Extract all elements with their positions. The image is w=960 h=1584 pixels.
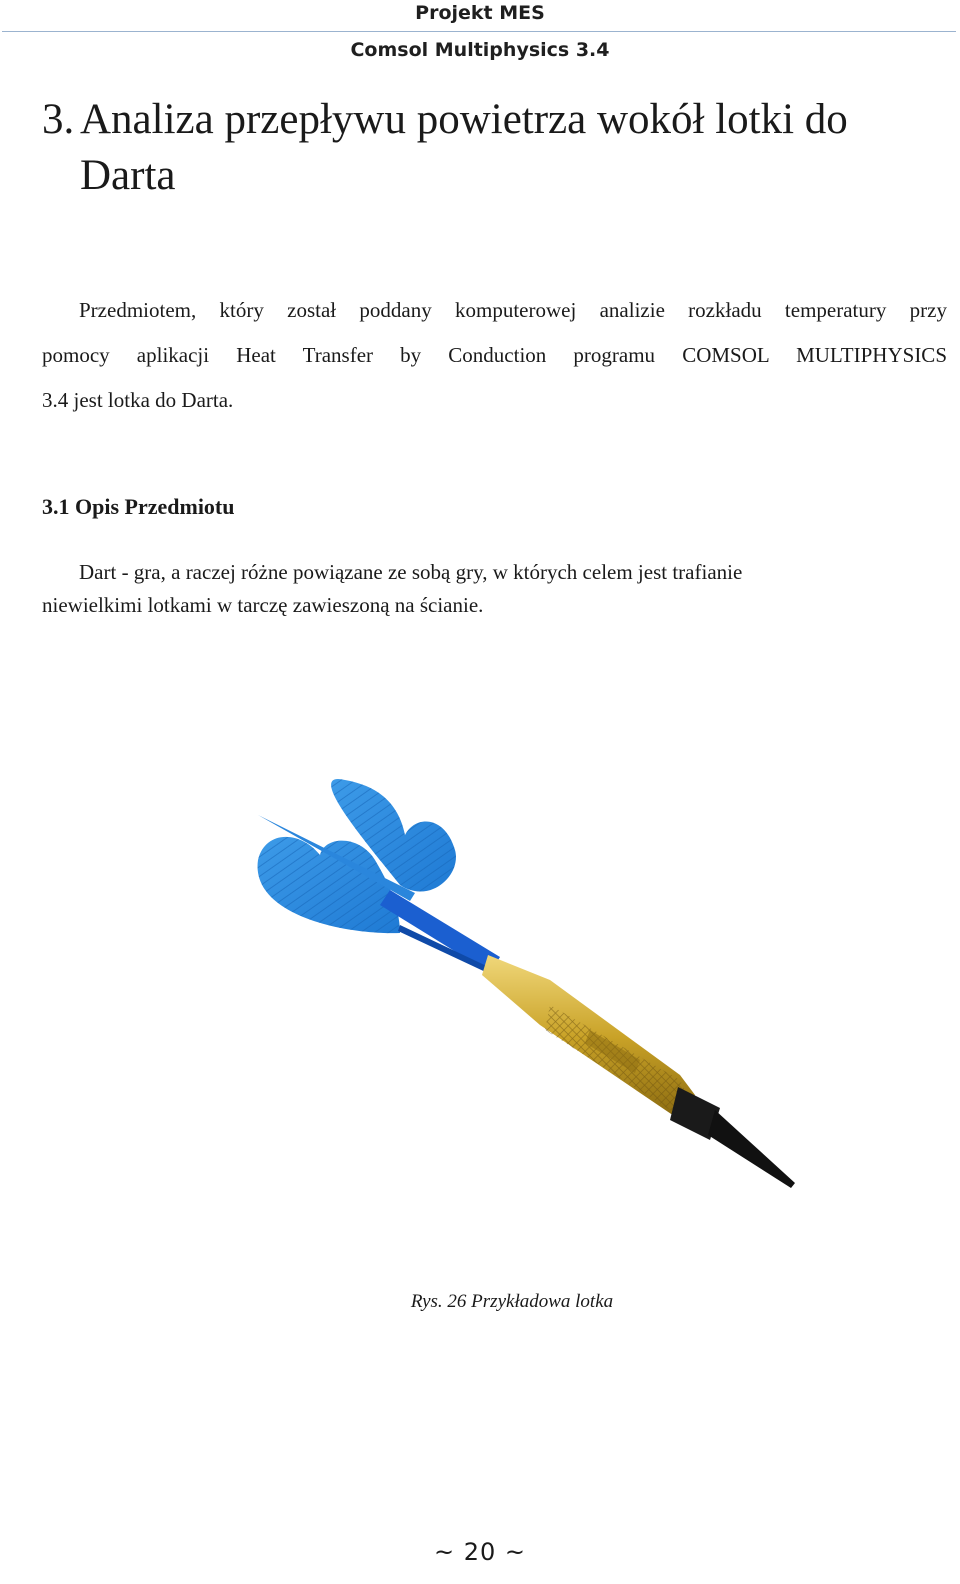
dart-barrel	[482, 955, 695, 1120]
header-subtitle: Comsol Multiphysics 3.4	[350, 39, 610, 61]
intro-paragraph	[42, 288, 947, 423]
section-heading	[42, 92, 922, 204]
description-line-1: Dart - gra, a raczej różne powiązane ze sobą gry, w których celem jest trafianie	[79, 560, 743, 584]
header-divider	[2, 31, 956, 32]
section-title-line1: Analiza przepływu powietrza wokół lotki do	[80, 96, 848, 143]
section-number: 3.	[42, 96, 75, 143]
page-number: ~ 20 ~	[433, 1538, 526, 1566]
description-paragraph	[42, 556, 912, 622]
intro-line-2: pomocy aplikacji Heat Transfer by Conduction programu COMSOL MULTIPHYSICS	[42, 343, 947, 367]
section-title-line2: Darta	[80, 152, 176, 199]
header-title: Projekt MES	[415, 2, 545, 24]
description-line-2: niewielkimi lotkami w tarczę zawieszoną na ścianie.	[42, 593, 484, 617]
dart-image	[250, 775, 810, 1195]
figure-caption: Rys. 26 Przykładowa lotka	[410, 1291, 614, 1312]
intro-line-1: Przedmiotem, który został poddany komputerowej analizie rozkładu temperatury przy	[79, 298, 947, 322]
dart-tip	[670, 1087, 795, 1188]
subsection-heading: 3.1 Opis Przedmiotu	[42, 494, 235, 519]
dart-flight	[258, 779, 456, 933]
intro-line-3: 3.4 jest lotka do Darta.	[42, 388, 234, 412]
